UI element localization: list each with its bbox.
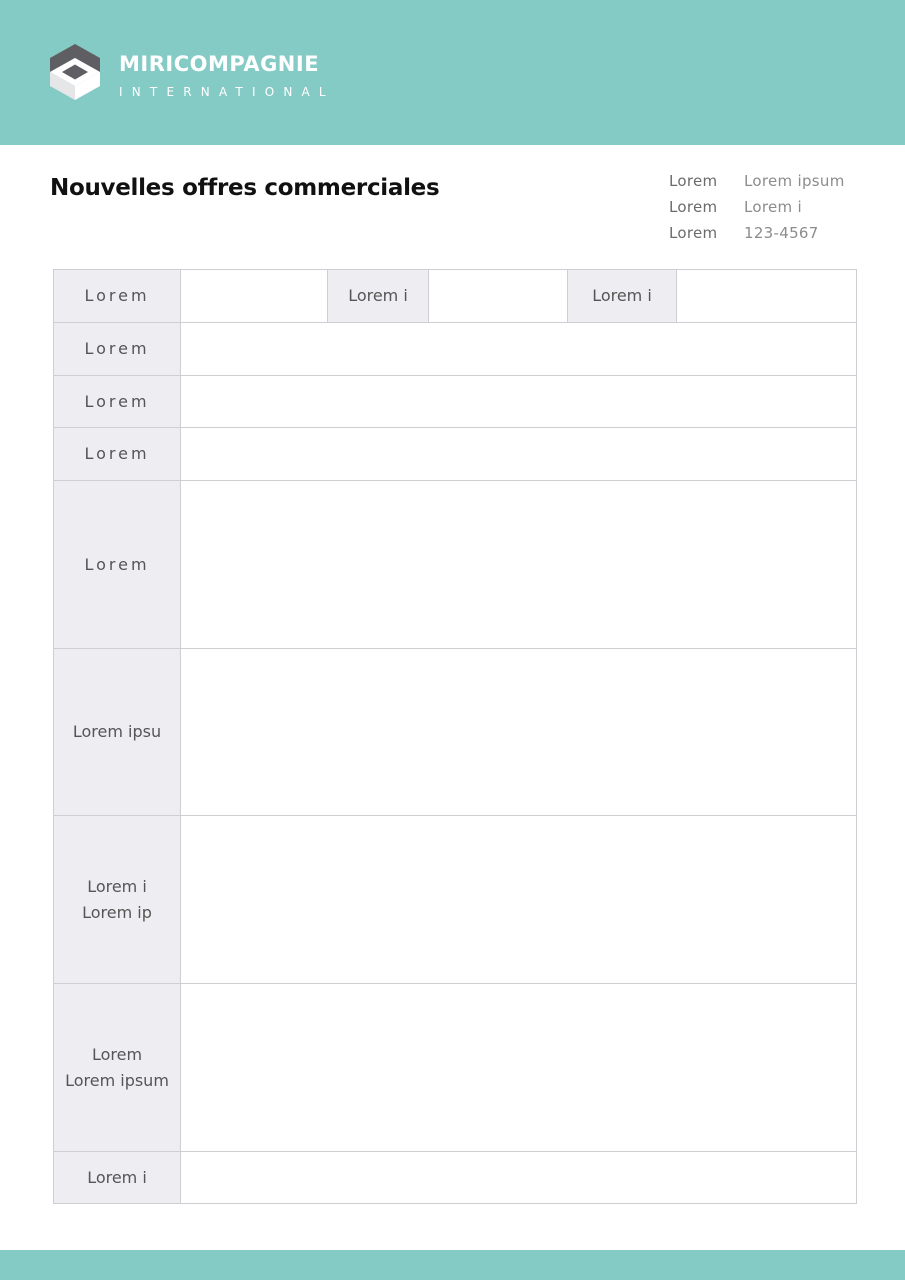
field-label: Lorem i	[568, 270, 677, 322]
field-label: Lorem ipsu	[54, 649, 181, 815]
text-field[interactable]	[677, 270, 856, 322]
field-label: Lorem	[54, 481, 181, 648]
text-field[interactable]	[181, 270, 328, 322]
field-label	[54, 984, 181, 1151]
text-field[interactable]	[429, 270, 568, 322]
footer-bar	[0, 1250, 905, 1280]
form-row	[54, 816, 856, 984]
text-area[interactable]	[181, 481, 856, 648]
form-row	[54, 649, 856, 816]
offer-form	[53, 269, 857, 1204]
meta-row	[669, 172, 869, 198]
form-row	[54, 376, 856, 428]
field-label	[54, 816, 181, 983]
field-label-line: Lorem ip	[82, 902, 152, 922]
field-label: Lorem	[54, 323, 181, 375]
meta-key: Lorem	[669, 224, 718, 242]
text-field[interactable]	[181, 376, 856, 427]
page-title: Nouvelles offres commerciales	[50, 175, 440, 201]
field-label-line: Lorem i	[87, 876, 147, 896]
text-field[interactable]	[181, 428, 856, 480]
meta-row	[669, 198, 869, 224]
form-row	[54, 428, 856, 481]
form-row	[54, 481, 856, 649]
text-field[interactable]	[181, 323, 856, 375]
header-bar	[0, 0, 905, 145]
meta-key: Lorem	[669, 198, 718, 216]
text-area[interactable]	[181, 649, 856, 815]
text-field[interactable]	[181, 1152, 856, 1203]
meta-row	[669, 224, 869, 250]
hexagon-logo-icon	[48, 42, 102, 102]
meta-key: Lorem	[669, 172, 718, 190]
form-row	[54, 270, 856, 323]
form-row	[54, 323, 856, 376]
meta-value: 123-4567	[744, 224, 819, 242]
brand-subtitle: INTERNATIONAL	[119, 85, 335, 99]
field-label: Lorem	[54, 270, 181, 322]
field-label-line: Lorem	[91, 1044, 143, 1064]
field-label: Lorem i	[328, 270, 429, 322]
field-label: Lorem i	[54, 1152, 181, 1203]
text-area[interactable]	[181, 984, 856, 1151]
meta-value: Lorem i	[744, 198, 802, 216]
form-row	[54, 984, 856, 1152]
field-label-line: Lorem ipsum	[65, 1070, 169, 1090]
meta-value: Lorem ipsum	[744, 172, 845, 190]
text-area[interactable]	[181, 816, 856, 983]
brand-name: MIRICOMPAGNIE	[119, 52, 320, 76]
field-label: Lorem	[54, 376, 181, 427]
meta-info	[669, 172, 869, 250]
form-row	[54, 1152, 856, 1203]
field-label: Lorem	[54, 428, 181, 480]
